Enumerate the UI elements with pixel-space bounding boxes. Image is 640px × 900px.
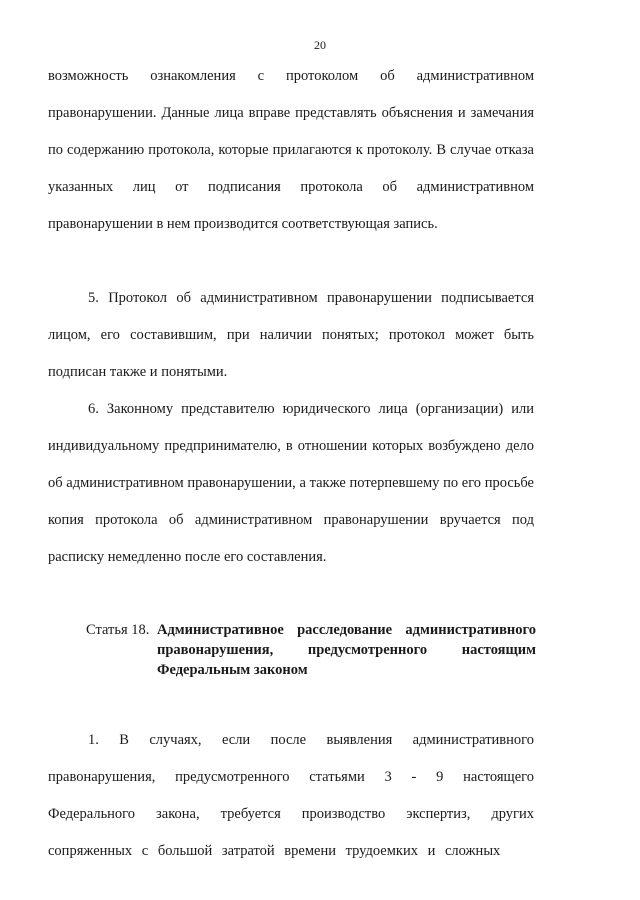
paragraph-protocol-review: возможность ознакомления с протоколом об административном правонарушении. Данные лица вправе представлять объяснения и замечания по содержанию протокола, которые прилагаются к протоколу. В случае отказа указанных лиц от подписания протокола об административном правонарушении в нем производится соответствующая запись. <box>48 68 534 232</box>
page-number: 20 <box>314 38 326 52</box>
paragraph-item-6: 6. Законному представителю юридического лица (организации) или индивидуальному предпринимателю, в отношении которых возбуждено дело об административном правонарушении, а также потерпевшему по его просьбе копия протокола об административном правонарушении вручается под расписку немедленно после его составления. <box>48 401 534 565</box>
paragraph-article-18-item-1: 1. В случаях, если после выявления административного правонарушения, предусмотренного статьями 3 - 9 настоящего Федерального закона, требуется производство экспертиз, других сопряженных с большой затратой времени трудоемких и сложных <box>48 732 534 859</box>
article-title: Административное расследование административного правонарушения, предусмотренного настоящим Федеральным законом <box>157 622 536 678</box>
article-label: Статья 18. <box>86 622 150 638</box>
paragraph-item-5: 5. Протокол об административном правонарушении подписывается лицом, его составившим, при наличии понятых; протокол может быть подписан также и понятыми. <box>48 290 534 380</box>
